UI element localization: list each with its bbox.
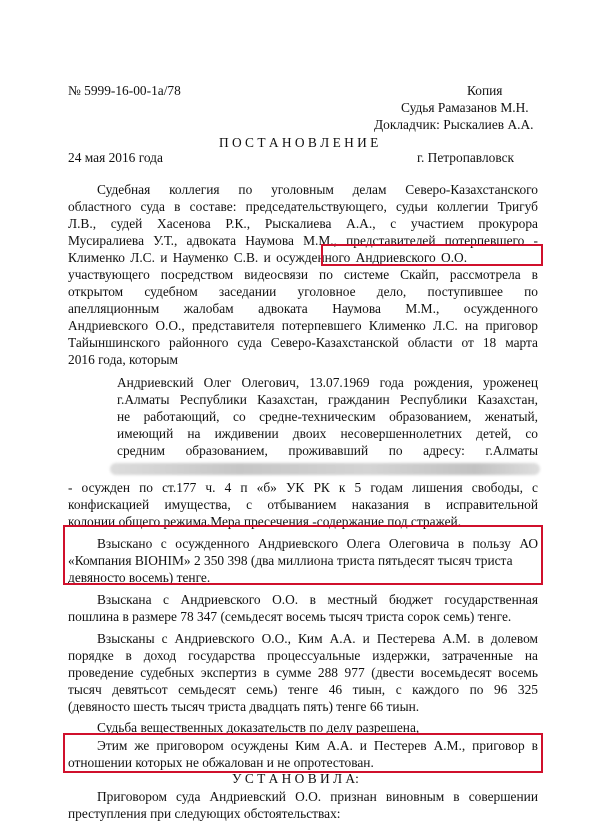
duty-line: Взыскана с Андриевского О.О. в местный бюджет государственная — [97, 592, 538, 607]
sentence-line: - осужден по ст.177 ч. 4 п «б» УК РК к 5 годам лишения свободы, с — [68, 480, 538, 495]
costs-line: тысяч девятьсот семьдесят семь) тенге 46 тиын, с каждого по 96 325 — [68, 682, 538, 697]
others-line: Этим же приговором осуждены Ким А.А. и Пестерев А.М., приговор в — [97, 738, 538, 753]
costs-line: Взысканы с Андриевского О.О., Ким А.А. и Пестерева А.М. в долевом — [97, 631, 538, 646]
defendant-line: средним образованием, проживавший по адресу: г.Алматы — [117, 443, 538, 458]
intro-line: Мусиралиева У.Т., адвоката Наумова М.М., представителей потерпевшего - — [68, 233, 538, 248]
recovery-line: «Компания BIOHIM» 2 350 398 (два миллиона триста пятьдесят тысяч триста — [68, 553, 513, 568]
final-line: преступления при следующих обстоятельствах: — [68, 806, 341, 821]
sentence-line: колонии общего режима.Мера пресечения -содержание под стражей. — [68, 514, 462, 529]
case-number: № 5999-16-00-1а/78 — [68, 83, 181, 98]
costs-line: проведение судебных экспертиз в сумме 288 977 (двести восемьдесят восемь — [68, 665, 538, 680]
document-date: 24 мая 2016 года — [68, 150, 163, 165]
document-title: П О С Т А Н О В Л Е Н И Е — [219, 135, 379, 150]
document-city: г. Петропавловск — [417, 150, 515, 165]
established-heading: У С Т А Н О В И Л А: — [232, 771, 359, 786]
reporter-name: Докладчик: Рыскалиев А.А. — [374, 117, 534, 132]
intro-line: апелляционным жалобам адвоката Наумова М.М., осужденного — [68, 301, 538, 316]
intro-line: Андриевского О.О., представителя потерпевшего Клименко Л.С. на приговор — [68, 318, 538, 333]
defendant-line: г.Алматы Республики Казахстан, гражданин Республики Казахстан, — [117, 392, 538, 407]
defendant-line: имеющий на иждивении двоих несовершеннолетних детей, со — [117, 426, 538, 441]
copy-label: Копия — [467, 83, 503, 98]
final-line: Приговором суда Андриевский О.О. признан виновным в совершении — [97, 789, 538, 804]
highlight-others — [63, 733, 543, 773]
intro-line: областного суда в составе: председательствующего, судьи коллегии Тригуб — [68, 199, 538, 214]
intro-line: Клименко Л.С. и Науменко С.В. и осужденного Андриевского О.О. — [68, 250, 468, 265]
intro-line: Судебная коллегия по уголовным делам Северо-Казахстанского — [97, 182, 538, 197]
sentence-line: конфискацией имущества, с отбыванием наказания в исправительной — [68, 497, 538, 512]
costs-line: (девяносто шесть тысяч триста двадцать пять) тенге 66 тиын. — [68, 699, 420, 714]
defendant-line: не работающий, со средне-техническим образованием, женатый, — [117, 409, 538, 424]
redacted-address — [110, 463, 540, 475]
intro-line: открытом судебном заседании уголовное дело, поступившее по — [68, 284, 538, 299]
duty-line: пошлина в размере 78 347 (семьдесят восемь тысяч триста сорок семь) тенге. — [68, 609, 512, 624]
intro-line: Тайыншинского районного суда Северо-Казахстанской области от 18 марта — [68, 335, 538, 350]
others-line: отношении которых не обжалован и не опротестован. — [68, 755, 374, 770]
highlight-recovery — [63, 525, 543, 585]
defendant-line: Андриевский Олег Олегович, 13.07.1969 года рождения, уроженец — [117, 375, 538, 390]
evidence-line: Судьба вещественных доказательств по делу разрешена, — [97, 720, 420, 735]
judge-name: Судья Рамазанов М.Н. — [401, 100, 529, 115]
intro-line: 2016 года, которым — [68, 352, 178, 367]
highlight-convict — [321, 244, 543, 266]
intro-line: участвующего посредством видеосвязи по системе Скайп, рассмотрела в — [68, 267, 538, 282]
recovery-line: Взыскано с осужденного Андриевского Олега Олеговича в пользу АО — [97, 536, 538, 551]
costs-line: порядке в доход государства процессуальные издержки, затраченные на — [68, 648, 538, 663]
recovery-line: девяносто восемь) тенге. — [68, 570, 211, 585]
intro-line: Л.В., судей Хасенова Р.К., Рыскалиева А.А., с участием прокурора — [68, 216, 538, 231]
